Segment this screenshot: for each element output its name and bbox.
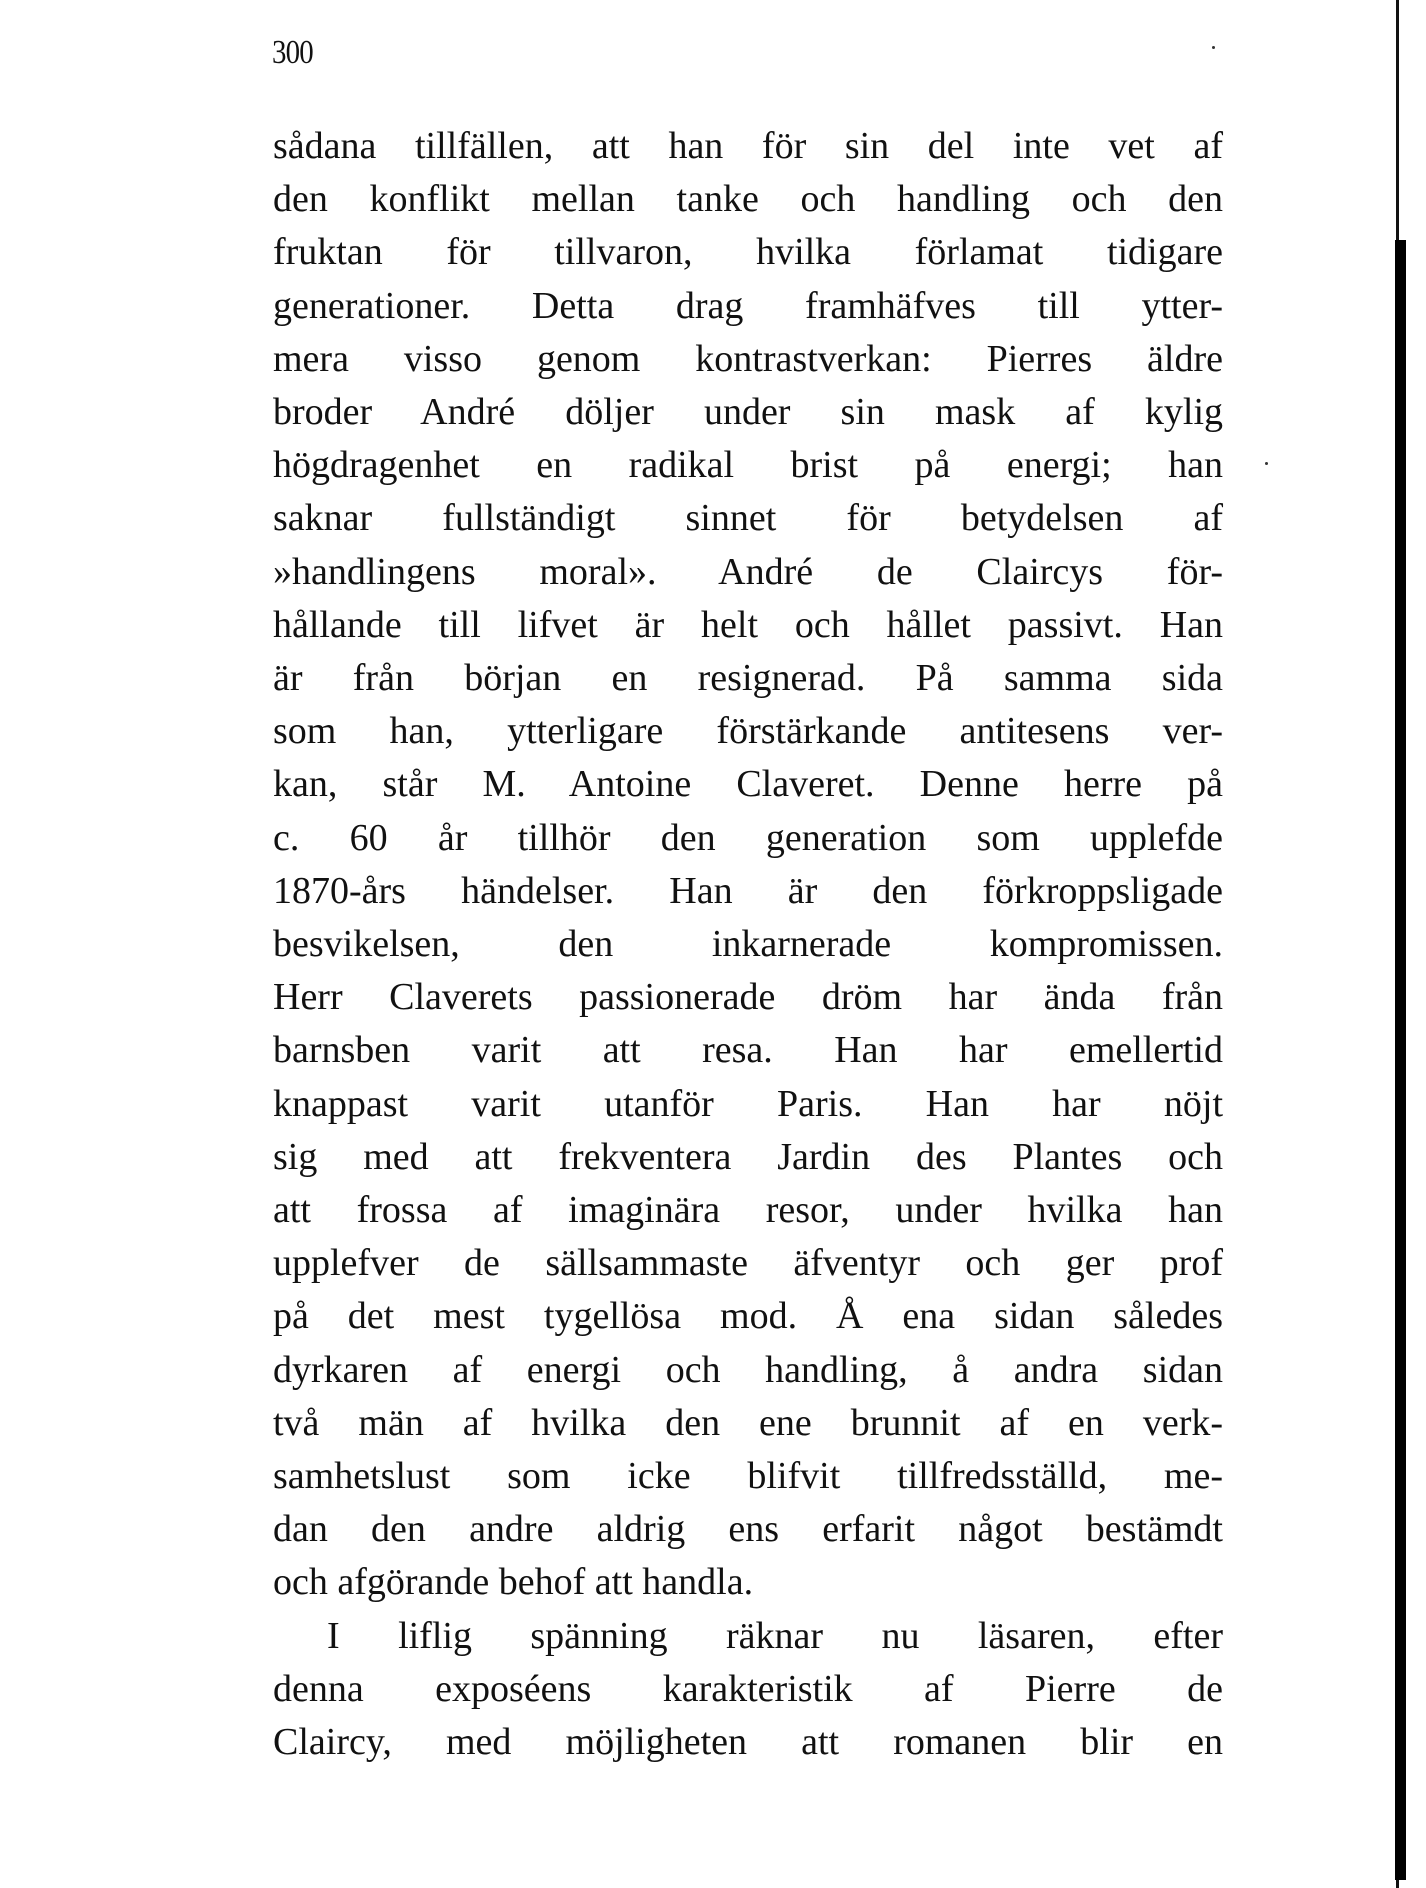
text-line: dan den andre aldrig ens erfarit något bestämdt [273, 1508, 1223, 1551]
text-line: högdragenhet en radikal brist på energi; han [273, 444, 1223, 487]
page-number: 300 [272, 34, 313, 71]
text-line: sådana tillfällen, att han för sin del inte vet af [273, 125, 1223, 167]
text-line: på det mest tygellösa mod. Å ena sidan således [273, 1295, 1223, 1338]
scan-speck [1265, 462, 1268, 465]
text-line: generationer. Detta drag framhäfves till ytter- [273, 284, 1223, 327]
text-line: saknar fullständigt sinnet för betydelsen af [273, 497, 1223, 540]
text-line: broder André döljer under sin mask af kylig [273, 391, 1223, 433]
text-line: som han, ytterligare förstärkande antitesens ver- [273, 710, 1223, 753]
text-line: fruktan för tillvaron, hvilka förlamat tidigare [273, 231, 1223, 274]
text-line: sig med att frekventera Jardin des Plantes och [273, 1135, 1223, 1178]
text-line: dyrkaren af energi och handling, å andra sidan [273, 1348, 1223, 1391]
text-line: kan, står M. Antoine Claveret. Denne herre på [273, 763, 1223, 806]
text-line: c. 60 år tillhör den generation som upplefde [273, 816, 1223, 859]
text-line: och afgörande behof att handla. [273, 1561, 754, 1604]
text-line: samhetslust som icke blifvit tillfredsställd, me- [273, 1455, 1223, 1497]
text-line: Herr Claverets passionerade dröm har ända från [273, 976, 1223, 1019]
text-line: att frossa af imaginära resor, under hvilka han [273, 1189, 1223, 1231]
scan-speck [1212, 46, 1215, 49]
text-line: den konflikt mellan tanke och handling och den [273, 178, 1223, 221]
text-line: är från början en resignerad. På samma sida [273, 657, 1223, 699]
text-line: »handlingens moral». André de Claircys för- [273, 550, 1223, 593]
page-edge-shadow [1395, 240, 1406, 1880]
text-line: barnsben varit att resa. Han har emellertid [273, 1029, 1223, 1072]
text-line: 1870-års händelser. Han är den förkroppsligade [273, 869, 1223, 912]
text-line: mera visso genom kontrastverkan: Pierres äldre [273, 337, 1223, 380]
text-line: denna exposéens karakteristik af Pierre de [273, 1667, 1223, 1710]
text-line: I liflig spänning räknar nu läsaren, efter [327, 1614, 1223, 1657]
text-line: hållande till lifvet är helt och hållet passivt. Han [273, 603, 1223, 646]
text-line: Claircy, med möjligheten att romanen blir en [273, 1721, 1223, 1763]
text-line: två män af hvilka den ene brunnit af en verk- [273, 1401, 1223, 1444]
text-line: knappast varit utanför Paris. Han har nöjt [273, 1082, 1223, 1125]
text-line: upplefver de sällsammaste äfventyr och ger prof [273, 1242, 1223, 1285]
text-line: besvikelsen, den inkarnerade kompromissen. [273, 923, 1223, 965]
